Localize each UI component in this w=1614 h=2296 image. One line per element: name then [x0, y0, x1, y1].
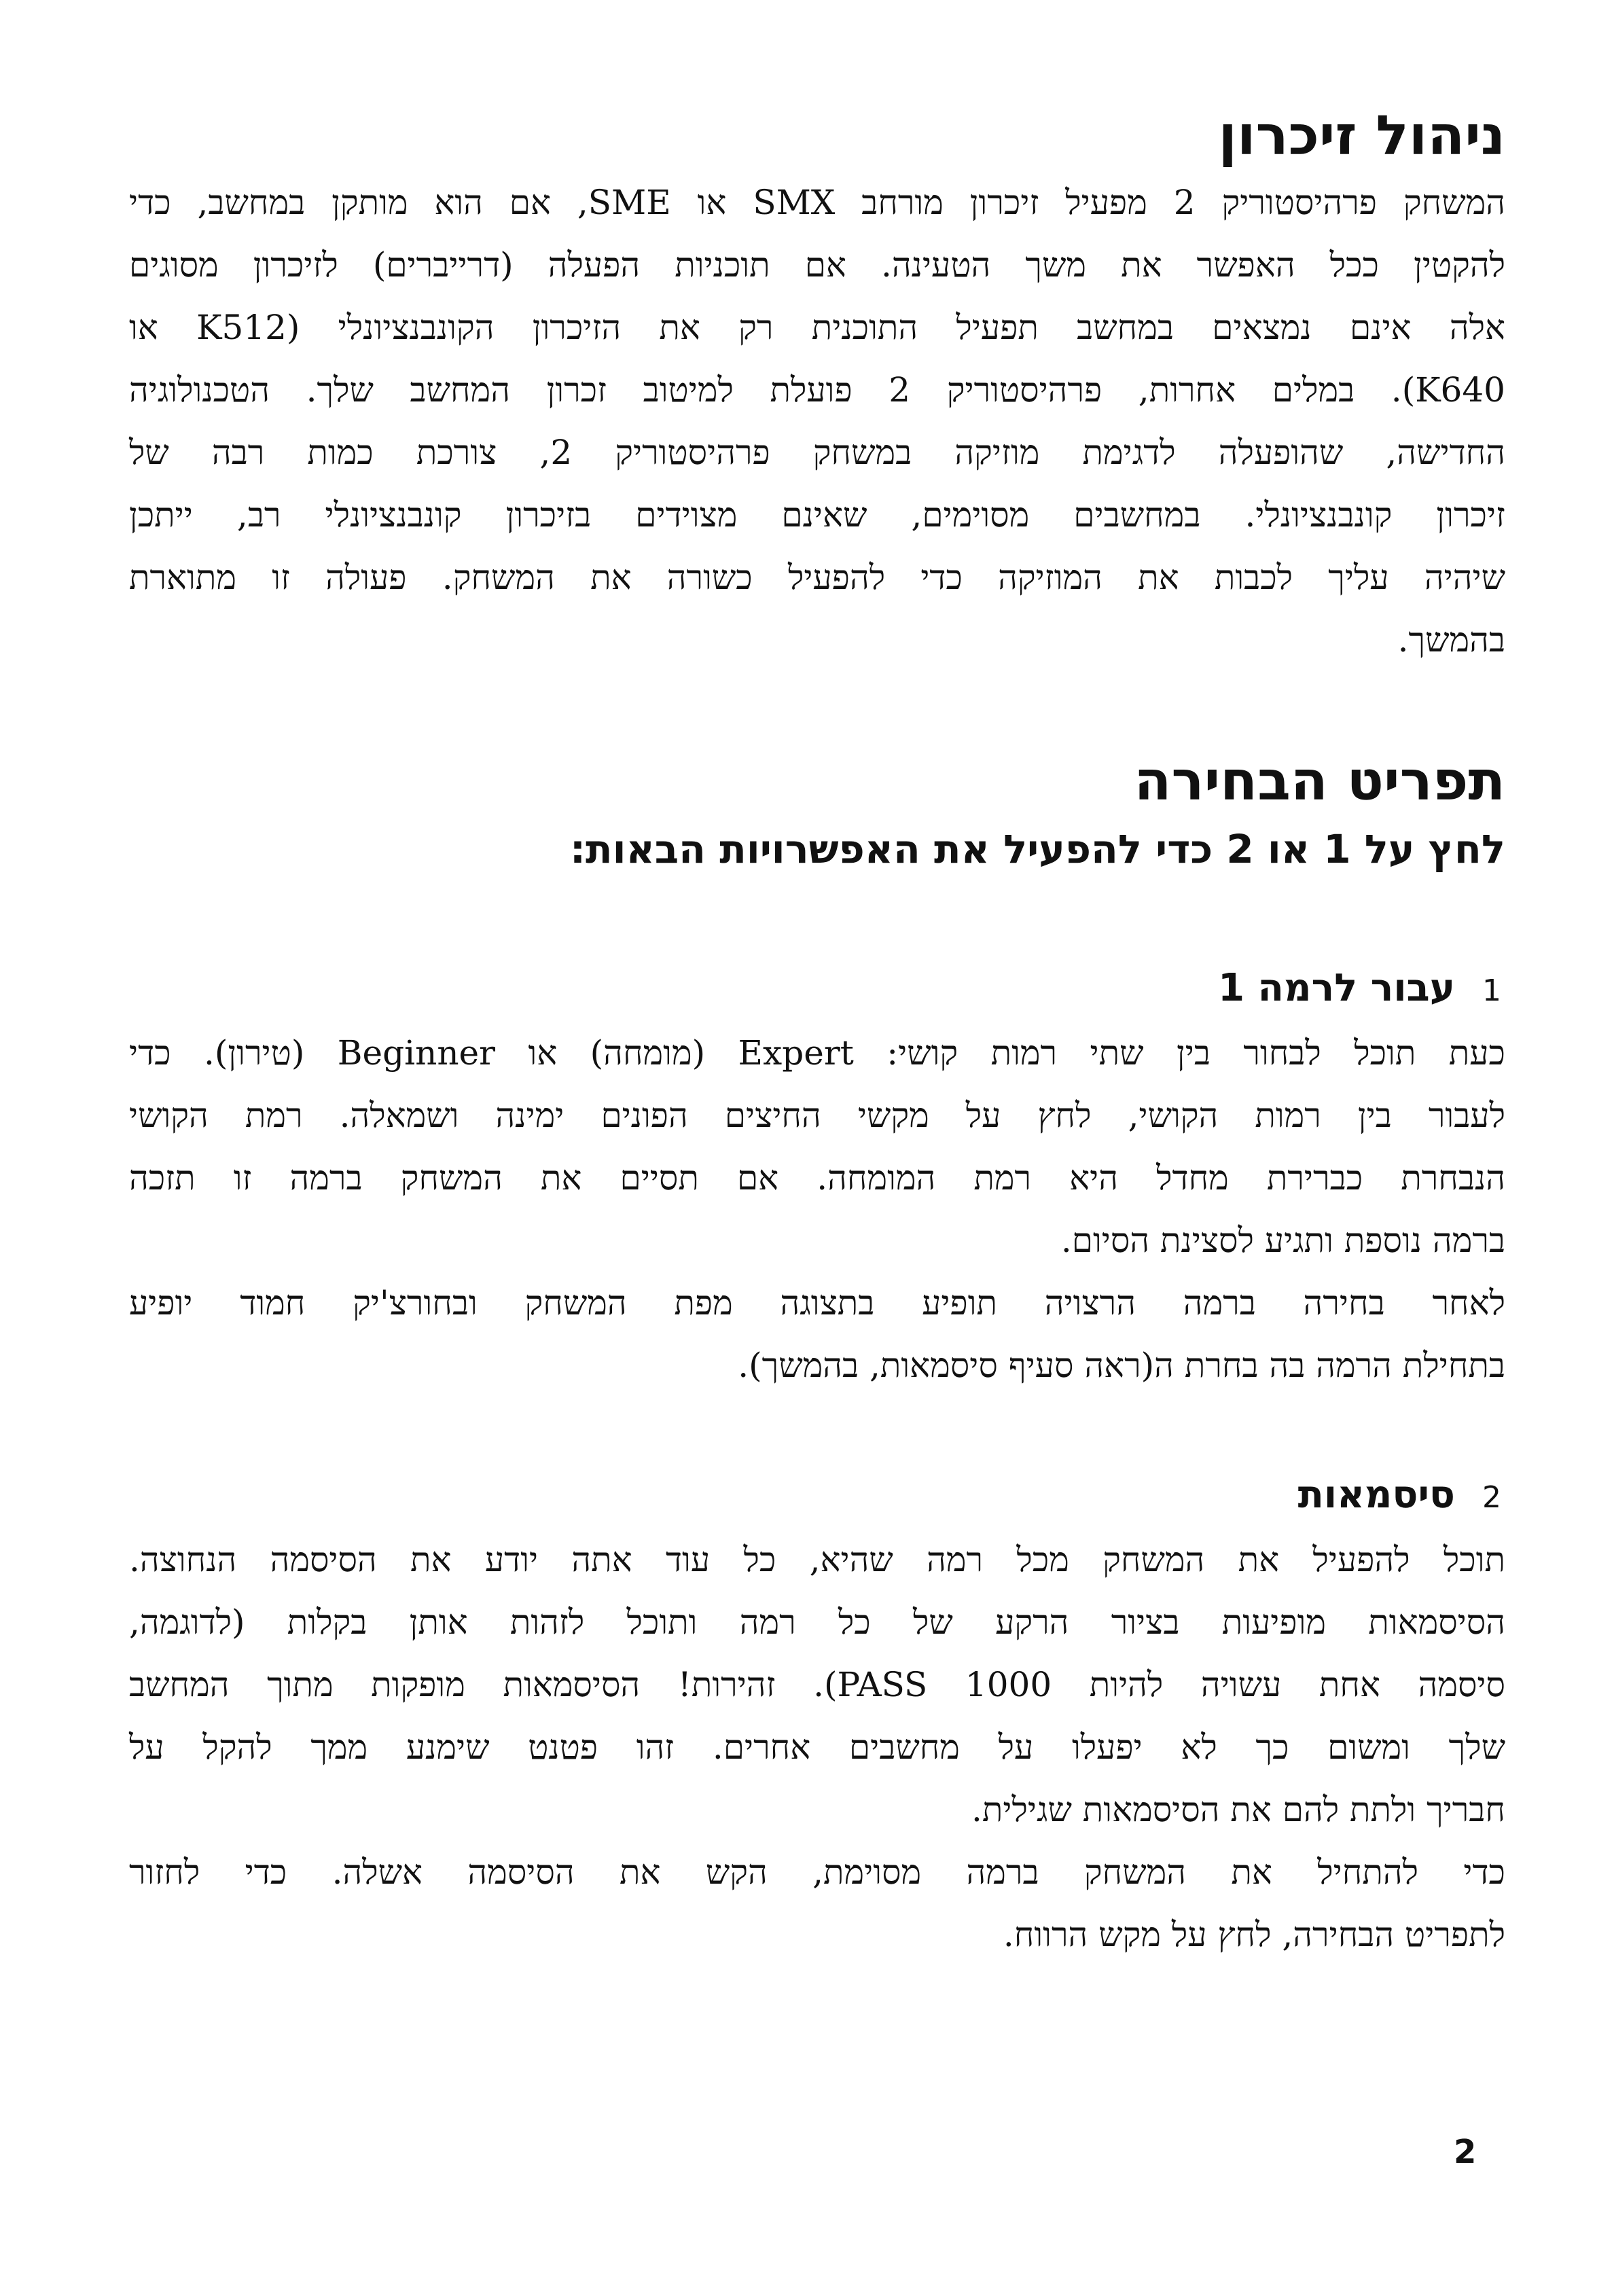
paragraph-line: תוכל להפעיל את המשחק מכל רמה שהיא, כל עוד אתה יודע את הסיסמה הנחוצה. — [129, 1540, 1505, 1579]
paragraph-line: כדי להתחיל את המשחק ברמה מסוימת, הקש את הסיסמה אשלה. כדי לחזור — [129, 1852, 1505, 1892]
paragraph-line: לתפריט הבחירה, לחץ על מקש הרווח. — [1003, 1915, 1505, 1954]
item-paragraph — [129, 1528, 1505, 1966]
paragraph-line: בתחילת הרמה בה בחרת ה(ראה סעיף סיסמאות, בהמשך). — [738, 1346, 1505, 1385]
paragraph-line: הנבחרת כברירת מחדל היא רמת המומחה. אם תסיים את המשחק ברמה זו תזכה — [129, 1158, 1505, 1198]
menu-item-1 — [129, 958, 1505, 1397]
memory-title: ניהול זיכרון — [1218, 104, 1505, 167]
paragraph-line: ברמה נוספת ותגיע לסצינת הסיום. — [1060, 1221, 1505, 1260]
menu-item-2 — [129, 1465, 1505, 1966]
item-heading — [129, 1465, 1505, 1528]
paragraph-line: שלך ומשום כך לא יפעלו על מחשבים אחרים. זהו פטנט שימנע ממך להקל על — [129, 1727, 1505, 1767]
paragraph-line: הסיסמאות מופיעות בציור הרקע של כל רמה ותוכל לזהות אותן בקלות (לדוגמה, — [129, 1602, 1505, 1642]
item-title: עבור לרמה 1 — [1218, 966, 1455, 1010]
paragraph-line: לעבור בין רמות הקושי, לחץ על מקשי החיצים הפונים ימינה ושמאלה. רמת הקושי — [129, 1096, 1505, 1135]
paragraph-line: בהמשך. — [1397, 620, 1505, 660]
item-heading — [129, 958, 1505, 1022]
page-content — [129, 102, 1505, 1966]
menu-subtitle: לחץ על 1 או 2 כדי להפעיל את האפשרויות הבאות: — [569, 826, 1505, 872]
page-number: 2 — [1454, 2133, 1477, 2171]
paragraph-line: חבריך ולתת להם את הסיסמאות שגילית. — [971, 1790, 1505, 1829]
paragraph-line: אלה אינם נמצאים במחשב תפעיל התוכנית רק את הזיכרון הקונבנציונלי (K512 או — [129, 308, 1505, 347]
paragraph-line: המשחק פרהיסטוריק 2 מפעיל זיכרון מורחב SMX או SME, אם הוא מותקן במחשב, כדי — [129, 183, 1505, 222]
paragraph-line: סיסמה אחת עשויה להיות PASS 1000). זהירות! הסיסמאות מופקות מתוך המחשב — [129, 1665, 1505, 1704]
paragraph-line: החדישה, שהופעלה לדגימת מוזיקה במשחק פרהיסטוריק 2, צורכת כמות רבה של — [129, 433, 1505, 472]
paragraph-line: לאחר בחירה ברמה הרצויה תופיע בתצוגה מפת המשחק ובחורצ'יק חמוד יופיע — [129, 1283, 1505, 1323]
item-number: 2 — [1482, 1480, 1501, 1515]
paragraph-line: כעת תוכל לבחור בין שתי רמות קושי: Expert (מומחה) או Beginner (טירון). כדי — [129, 1033, 1505, 1073]
paragraph-line: K640). במלים אחרות, פרהיסטוריק 2 פועלת למיטוב זכרון המחשב שלך. הטכנולוגיה — [129, 370, 1505, 410]
paragraph-line: להקטין ככל האפשר את משך הטעינה. אם תוכניות הפעלה (דרייברים) לזיכרון מסוגים — [129, 245, 1505, 285]
item-title: סיסמאות — [1297, 1473, 1455, 1517]
memory-paragraph — [129, 171, 1505, 671]
paragraph-line: זיכרון קונבנציונלי. במחשבים מסוימים, שאינם מצוידים בזיכרון קונבנציונלי רב, ייתכן — [129, 495, 1505, 535]
menu-title: תפריט הבחירה — [1134, 749, 1505, 812]
paragraph-line: שיהיה עליך לכבות את המוזיקה כדי להפעיל כשורה את המשחק. פעולה זו מתוארת — [129, 558, 1505, 597]
item-paragraph — [129, 1022, 1505, 1397]
item-number: 1 — [1482, 973, 1501, 1008]
